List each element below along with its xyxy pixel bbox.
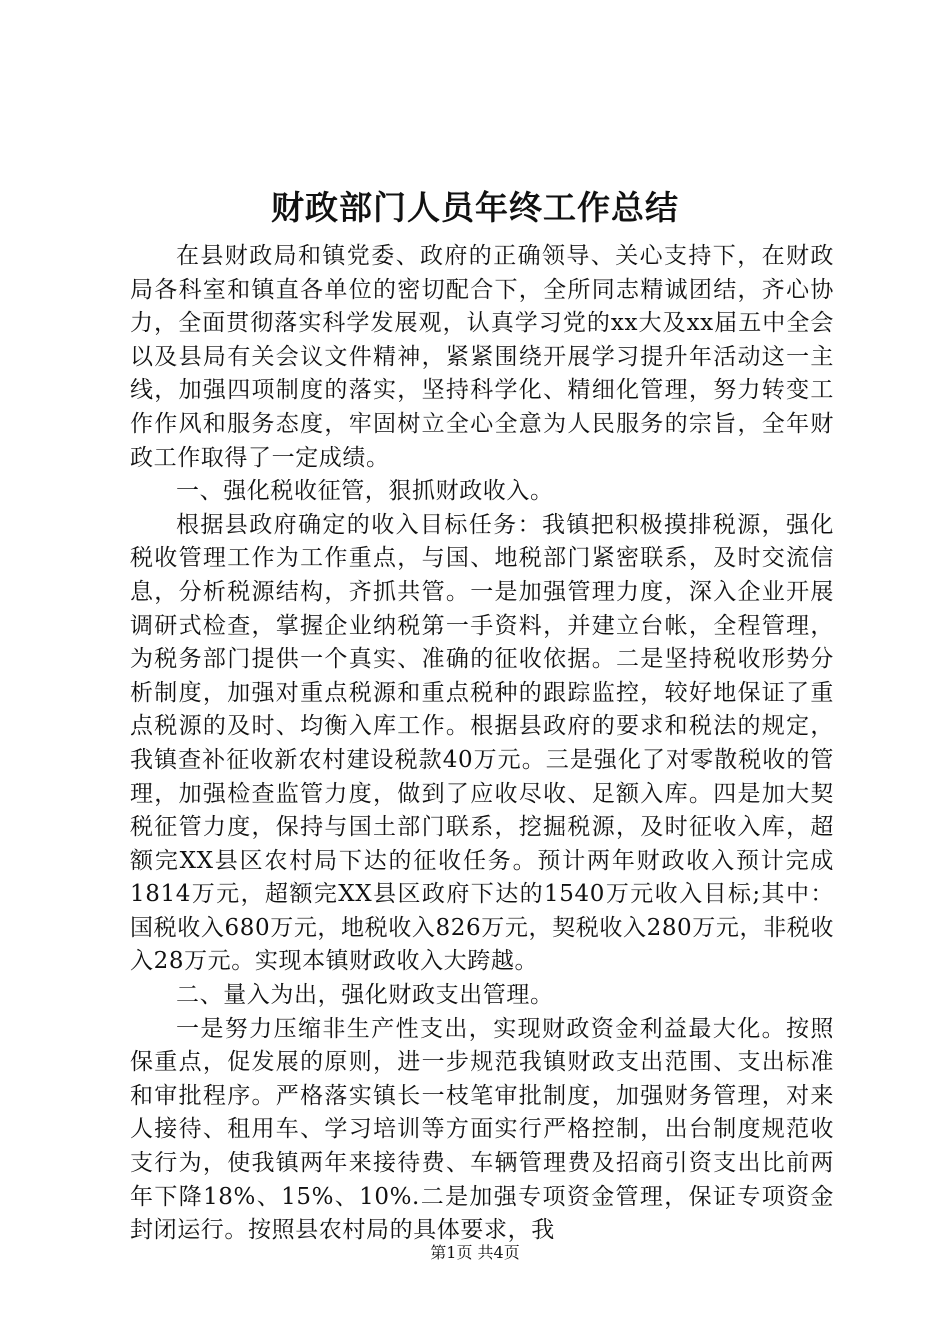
paragraph-intro: 在县财政局和镇党委、政府的正确领导、关心支持下，在财政局各科室和镇直各单位的密切配合下，全所同志精诚团结，齐心协力，全面贯彻落实科学发展观，认真学习党的xx大及xx届五中全会以及县局有关会议文件精神，紧紧围绕开展学习提升年活动这一主线，加强四项制度的落实，坚持科学化、精细化管理，努力转变工作作风和服务态度，牢固树立全心全意为人民服务的宗旨，全年财政工作取得了一定成绩。: [130, 243, 834, 471]
paragraph-expenditure: 一是努力压缩非生产性支出，实现财政资金利益最大化。按照保重点，促发展的原则，进一步规范我镇财政支出范围、支出标准和审批程序。严格落实镇长一枝笔审批制度，加强财务管理，对来人接待、租用车、学习培训等方面实行严格控制，出台制度规范收支行为，使我镇两年来接待费、车辆管理费及招商引资支出比前两年下降18%、15%、10%.二是加强专项资金管理，保证专项资金封闭运行。按照县农村局的具体要求，我: [130, 1015, 834, 1244]
paragraph-revenue: 根据县政府确定的收入目标任务：我镇把积极摸排税源，强化税收管理工作为工作重点，与国、地税部门紧密联系，及时交流信息，分析税源结构，齐抓共管。一是加强管理力度，深入企业开展调研式检查，掌握企业纳税第一手资料，并建立台帐，全程管理，为税务部门提供一个真实、准确的征收依据。二是坚持税收形势分析制度，加强对重点税源和重点税种的跟踪监控，较好地保证了重点税源的及时、均衡入库工作。根据县政府的要求和税法的规定，我镇查补征收新农村建设税款40万元。三是强化了对零散税收的管理，加强检查监管力度，做到了应收尽收、足额入库。四是加大契税征管力度，保持与国土部门联系，挖掘税源，及时征收入库，超额完XX县区农村局下达的征收任务。预计两年财政收入预计完成1814万元，超额完XX县区政府下达的1540万元收入目标;其中：国税收入680万元，地税收入826万元，契税收入280万元，非税收入28万元。实现本镇财政收入大跨越。: [130, 511, 834, 975]
page-footer: 第1页 共4页: [430, 1243, 520, 1262]
section-heading-1: 一、强化税收征管，狠抓财政收入。: [176, 478, 554, 505]
document-body: [130, 240, 834, 1248]
page-title: 财政部门人员年终工作总结: [271, 188, 679, 227]
section-heading-2: 二、量入为出，强化财政支出管理。: [176, 982, 554, 1009]
